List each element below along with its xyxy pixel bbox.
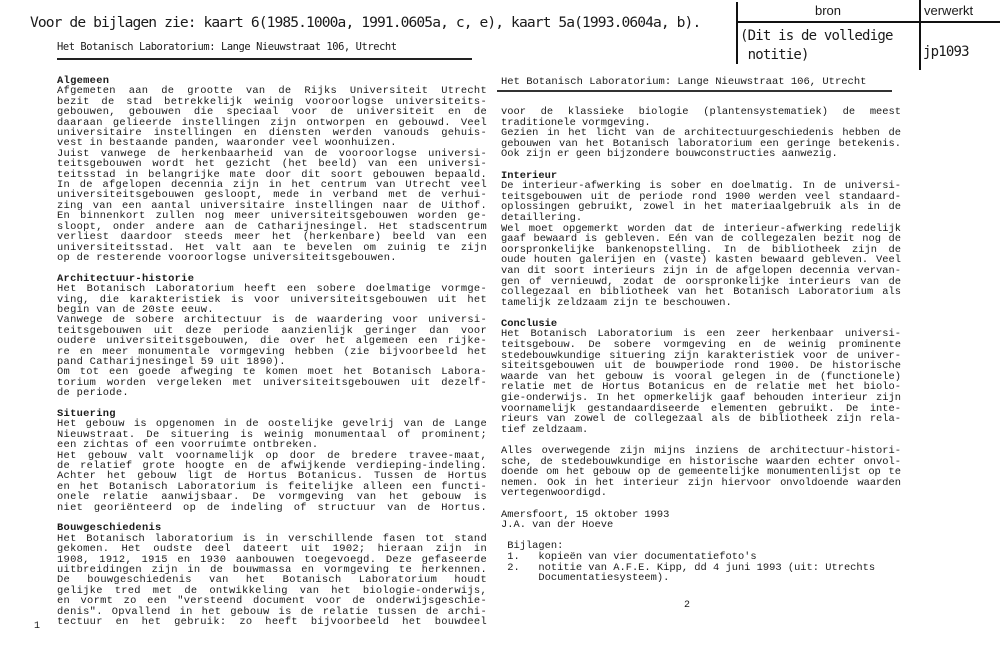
body-text-line: denis". Opvallend in het gebouw is de relatie tussen de archi- [57,605,487,618]
body-text-line: de relatief grote hoogte en de afwijkende verdieping-indeling. [57,460,487,472]
body-text-line: Amersfoort, 15 oktober 1993 [501,508,670,521]
section-heading: Interieur [501,169,558,182]
body-text-line: niet georiënteerd op de indeling of structuur van de Hortus. [57,501,487,514]
body-text-line: 2. notitie van A.F.E. Kipp, dd 4 juni 1993 (uit: Utrechts [501,561,876,574]
body-text-line: teitsgebouwen uit de periode rond 1900 werden veel standaard- [501,190,901,203]
page1-running-header: Het Botanisch Laboratorium: Lange Nieuwstraat 106, Utrecht [57,41,397,53]
verwerkt-value: jp1093 [923,44,969,60]
blank-line [57,399,487,409]
bron-column-header: bron [814,3,842,18]
body-text-line: voor de klassieke biologie (plantensystematiek) de meest [501,106,901,118]
body-text-line: vertegenwoordigd. [501,487,608,500]
body-text-line: Achter het gebouw ligt de Hortus Botanicus. Tussen de Hortus [57,470,487,483]
body-text-line: zing van een aantal universitaire instellingen naar de Uithof. [57,199,487,212]
section-heading: Conclusie [501,317,558,330]
body-text-line: detaillering. [501,211,583,224]
body-text-line: bezit de stad betrekkelijk weinig vooroorlogse universiteits- [57,95,487,108]
page1-header-rule [57,58,472,60]
body-text-line: uitbreidingen zijn in de bouwmassa en vormgeving te herkennen. [57,564,487,577]
body-text-line: gie-onderwijs. In het opmerkelijk gaaf behouden interieur zijn [501,392,901,405]
body-text-line: oudere universiteitsgebouwen, die over het algemeen een rijke- [57,335,487,348]
section-heading: Bouwgeschiedenis [57,522,162,535]
body-text-line: De interieur-afwerking is sober en doelmatig. In de universi- [501,180,901,193]
body-text-line: Ook zijn er geen bijzondere bouwconstructies aanwezig. [501,148,838,161]
body-text-line: tief zeldzaam. [501,423,589,436]
body-text-line: van dit soort interieurs zijn in de afgelopen decennia vervan- [501,264,901,277]
page2-running-header: Het Botanisch Laboratorium: Lange Nieuwstraat 106, Utrecht [501,76,867,88]
body-text-line: Wel moet opgemerkt worden dat de interieur-afwerking redelijk [501,222,901,235]
body-text-line: doende om het gebouw op de gemeentelijke monumentenlijst op te [501,466,901,479]
body-text-line: gekomen. Het oudste deel dateert uit 1902; hieraan zijn in [57,543,487,556]
body-text-line: En binnenkort zullen nog meer universiteitsgebouwen worden ge- [57,210,487,223]
body-text-line: 1. kopieën van vier documentatiefoto's [501,550,757,563]
body-text-line: De bouwgeschiedenis van het Botanisch Laboratorium houdt [57,574,487,587]
body-text-line: oorspronkelijke bankenopstelling. In de bibliotheek zijn de [501,243,901,256]
body-text-line: stedebouwkundige situering zijn karakteristiek voor de univer- [501,349,901,362]
blank-line [501,160,901,171]
body-text-line: traditionele vormgeving. [501,116,651,129]
attachments-reference-note: Voor de bijlagen zie: kaart 6(1985.1000a, 1991.0605a, c, e), kaart 5a(1993.0604a, b). [30,14,701,31]
body-text-line: Het Botanisch Laboratorium heeft een sobere doelmatige vormge- [57,283,487,296]
body-text-line: Nieuwstraat. De situering is weinig monumentaal of prominent; [57,428,487,441]
body-text-line: teitsgebouw. De sobere vormgeving en de weinig prominente [501,339,901,352]
body-text-line: Het Botanisch laboratorium is in verschillende fasen tot stand [57,532,487,545]
body-text-line: teitsgebouwen wordt het gezicht (het beeld) van een universi- [57,158,487,171]
body-text-line: collegezaal en bibliotheek van het Botanisch Laboratorium als [501,286,901,299]
body-text-line: Afgemeten aan de grootte van de Rijks Universiteit Utrecht [57,85,487,98]
body-text-line: Het Botanisch Laboratorium is een zeer herkenbaar universi- [501,328,901,341]
body-text-line: teitsstad in belangrijke mate door dit soort gebouwen bepaald. [57,168,487,181]
blank-line [501,499,901,510]
body-text-line: de periode. [57,387,129,400]
body-text-line: universiteitsstad. Het valt aan te bevelen om zuinig te zijn [57,241,487,254]
body-text-line: re en meer monumentale vormgeving hebben (zie bijvoorbeeld het [57,345,487,358]
body-text-line: 1908, 1912, 1915 en 1930 aanbouwen toegevoegd. Deze gefaseerde [57,553,487,566]
body-text-line: begin van de 20ste eeuw. [57,303,214,316]
body-text-line: tectuur en het gebruik: zo heeft bijvoorbeeld het bouwdeel [57,616,487,629]
body-text-line: ving, die karakteristiek is voor universiteitsgebouwen uit het [57,293,487,306]
page2-header-rule [497,90,892,92]
body-text-line: verliest daardoor steeds meer het (herkenbare) beeld van een [57,231,487,244]
body-text-line: universitaire instellingen en diensten werden vanouds gehuis- [57,127,487,140]
body-text-line: op de resterende vooroorlogse universiteitsgebouwen. [57,251,397,264]
bron-value: (Dit is de volledige notitie) [740,28,893,63]
body-text-line: gen of vernieuwd, zodat de oorspronkelijke interieurs van de [501,275,901,288]
blank-line [501,308,901,319]
body-text-line: teitsgebouwen uit deze periode aanzienlijk geringer dan voor [57,324,487,337]
page1-body [57,76,487,627]
body-text-line: sche, de stedebouwkundige en historische waarden echter onvol- [501,455,901,468]
body-text-line: tamelijk zeldzaam zijn te beschouwen. [501,296,732,309]
body-text-line: Om tot een goede afweging te komen moet het Botanisch Labora- [57,366,487,379]
body-text-line: gelijke tred met de ontwikkeling van het biologie-onderwijs, [57,584,487,597]
body-text-line: daaraan gelieerde instellingen zijn ontworpen en gebouwd. Veel [57,116,487,129]
page2-body [501,107,901,584]
body-text-line: een zichtas of een voorruimte ontbreken. [57,439,319,452]
body-text-line: onele relatie aanwijsbaar. De vormgeving van het gebouw is [57,491,487,504]
body-text-line: en het Botanisch Laboratorium is feitelijke alleen een functi- [57,480,487,493]
body-text-line: sloopt, onder andere aan de Catharijnesingel. Het stadscentrum [57,220,487,233]
body-text-line: pand Catharijnesingel 59 uit 1890). [57,355,286,368]
body-text-line: vest in bestaande panden, waaronder veel woonhuizen. [57,137,397,150]
body-text-line: In de afgelopen decennia zijn in het centrum van Utrecht veel [57,179,487,192]
body-text-line: nemen. Ook in het interieur zijn hiervoor onvoldoende waarden [501,476,901,489]
verwerkt-column-header: verwerkt [924,3,974,18]
body-text-line: universiteitsgebouwen gesloopt, mede in verband met de verhui- [57,189,487,202]
page-number-1: 1 [34,621,41,632]
page-number-2: 2 [684,600,691,611]
section-heading: Situering [57,407,116,420]
body-text-line: gebouwen, gebouwen die speciaal voor de universiteit en de [57,106,487,119]
body-text-line: Gezien in het licht van de architectuurgeschiedenis hebben de [501,127,901,140]
body-text-line: rieurs van zowel de collegezaal als de bibliotheek zijn rela- [501,413,901,426]
body-text-line: Het gebouw valt voornamelijk op door de bredere travee-maat, [57,449,487,462]
section-heading: Architectuur-historie [57,272,195,285]
body-text-line: relatie met de Hortus Botanicus en de relatie met het biolo- [501,381,901,394]
body-text-line: Het gebouw is opgenomen in de oostelijke gevelrij van de Lange [57,418,487,431]
body-text-line: gaaf bewaard is gebleven. Eén van de collegezalen bezit nog de [501,233,901,246]
body-text-line: gebouwen van het Botanisch laboratorium een geringe betekenis. [501,137,901,150]
body-text-line: Juist vanwege de herkenbaarheid van de vooroorlogse universi- [57,147,487,160]
body-text-line: Documentatiesysteem). [501,572,670,585]
body-text-line: voornamelijk gestandaardiseerde elementen gebruikt. De inte- [501,402,901,415]
body-text-line: torium worden vergeleken met universiteitsgebouwen uit dezelf- [57,376,487,389]
body-text-line: oplossingen gebruikt, zowel in het materiaalgebruik als in de [501,201,901,214]
body-text-line: Bijlagen: [501,540,564,553]
body-text-line: siteitsgebouwen uit de bouwperiode rond 1900. De historische [501,360,901,373]
body-text-line: waarde van het gebouw is vooral gelegen in de (functionele) [501,370,901,383]
body-text-line: J.A. van der Hoeve [501,519,614,532]
body-text-line: oude houten galerijen en (vaste) kasten bewaard gebleven. Veel [501,254,901,267]
record-box-header-rule [737,21,1000,23]
body-text-line: Alles overwegende zijn mijns inziens de architectuur-histori- [501,445,901,457]
body-text-line: Vanwege de sobere architectuur is de waardering voor universi- [57,314,487,327]
body-text-line: en vormt zo een "versteend document voor de onderwijsgeschie- [57,595,487,608]
section-heading: Algemeen [57,75,110,87]
record-box-divider [919,0,921,70]
